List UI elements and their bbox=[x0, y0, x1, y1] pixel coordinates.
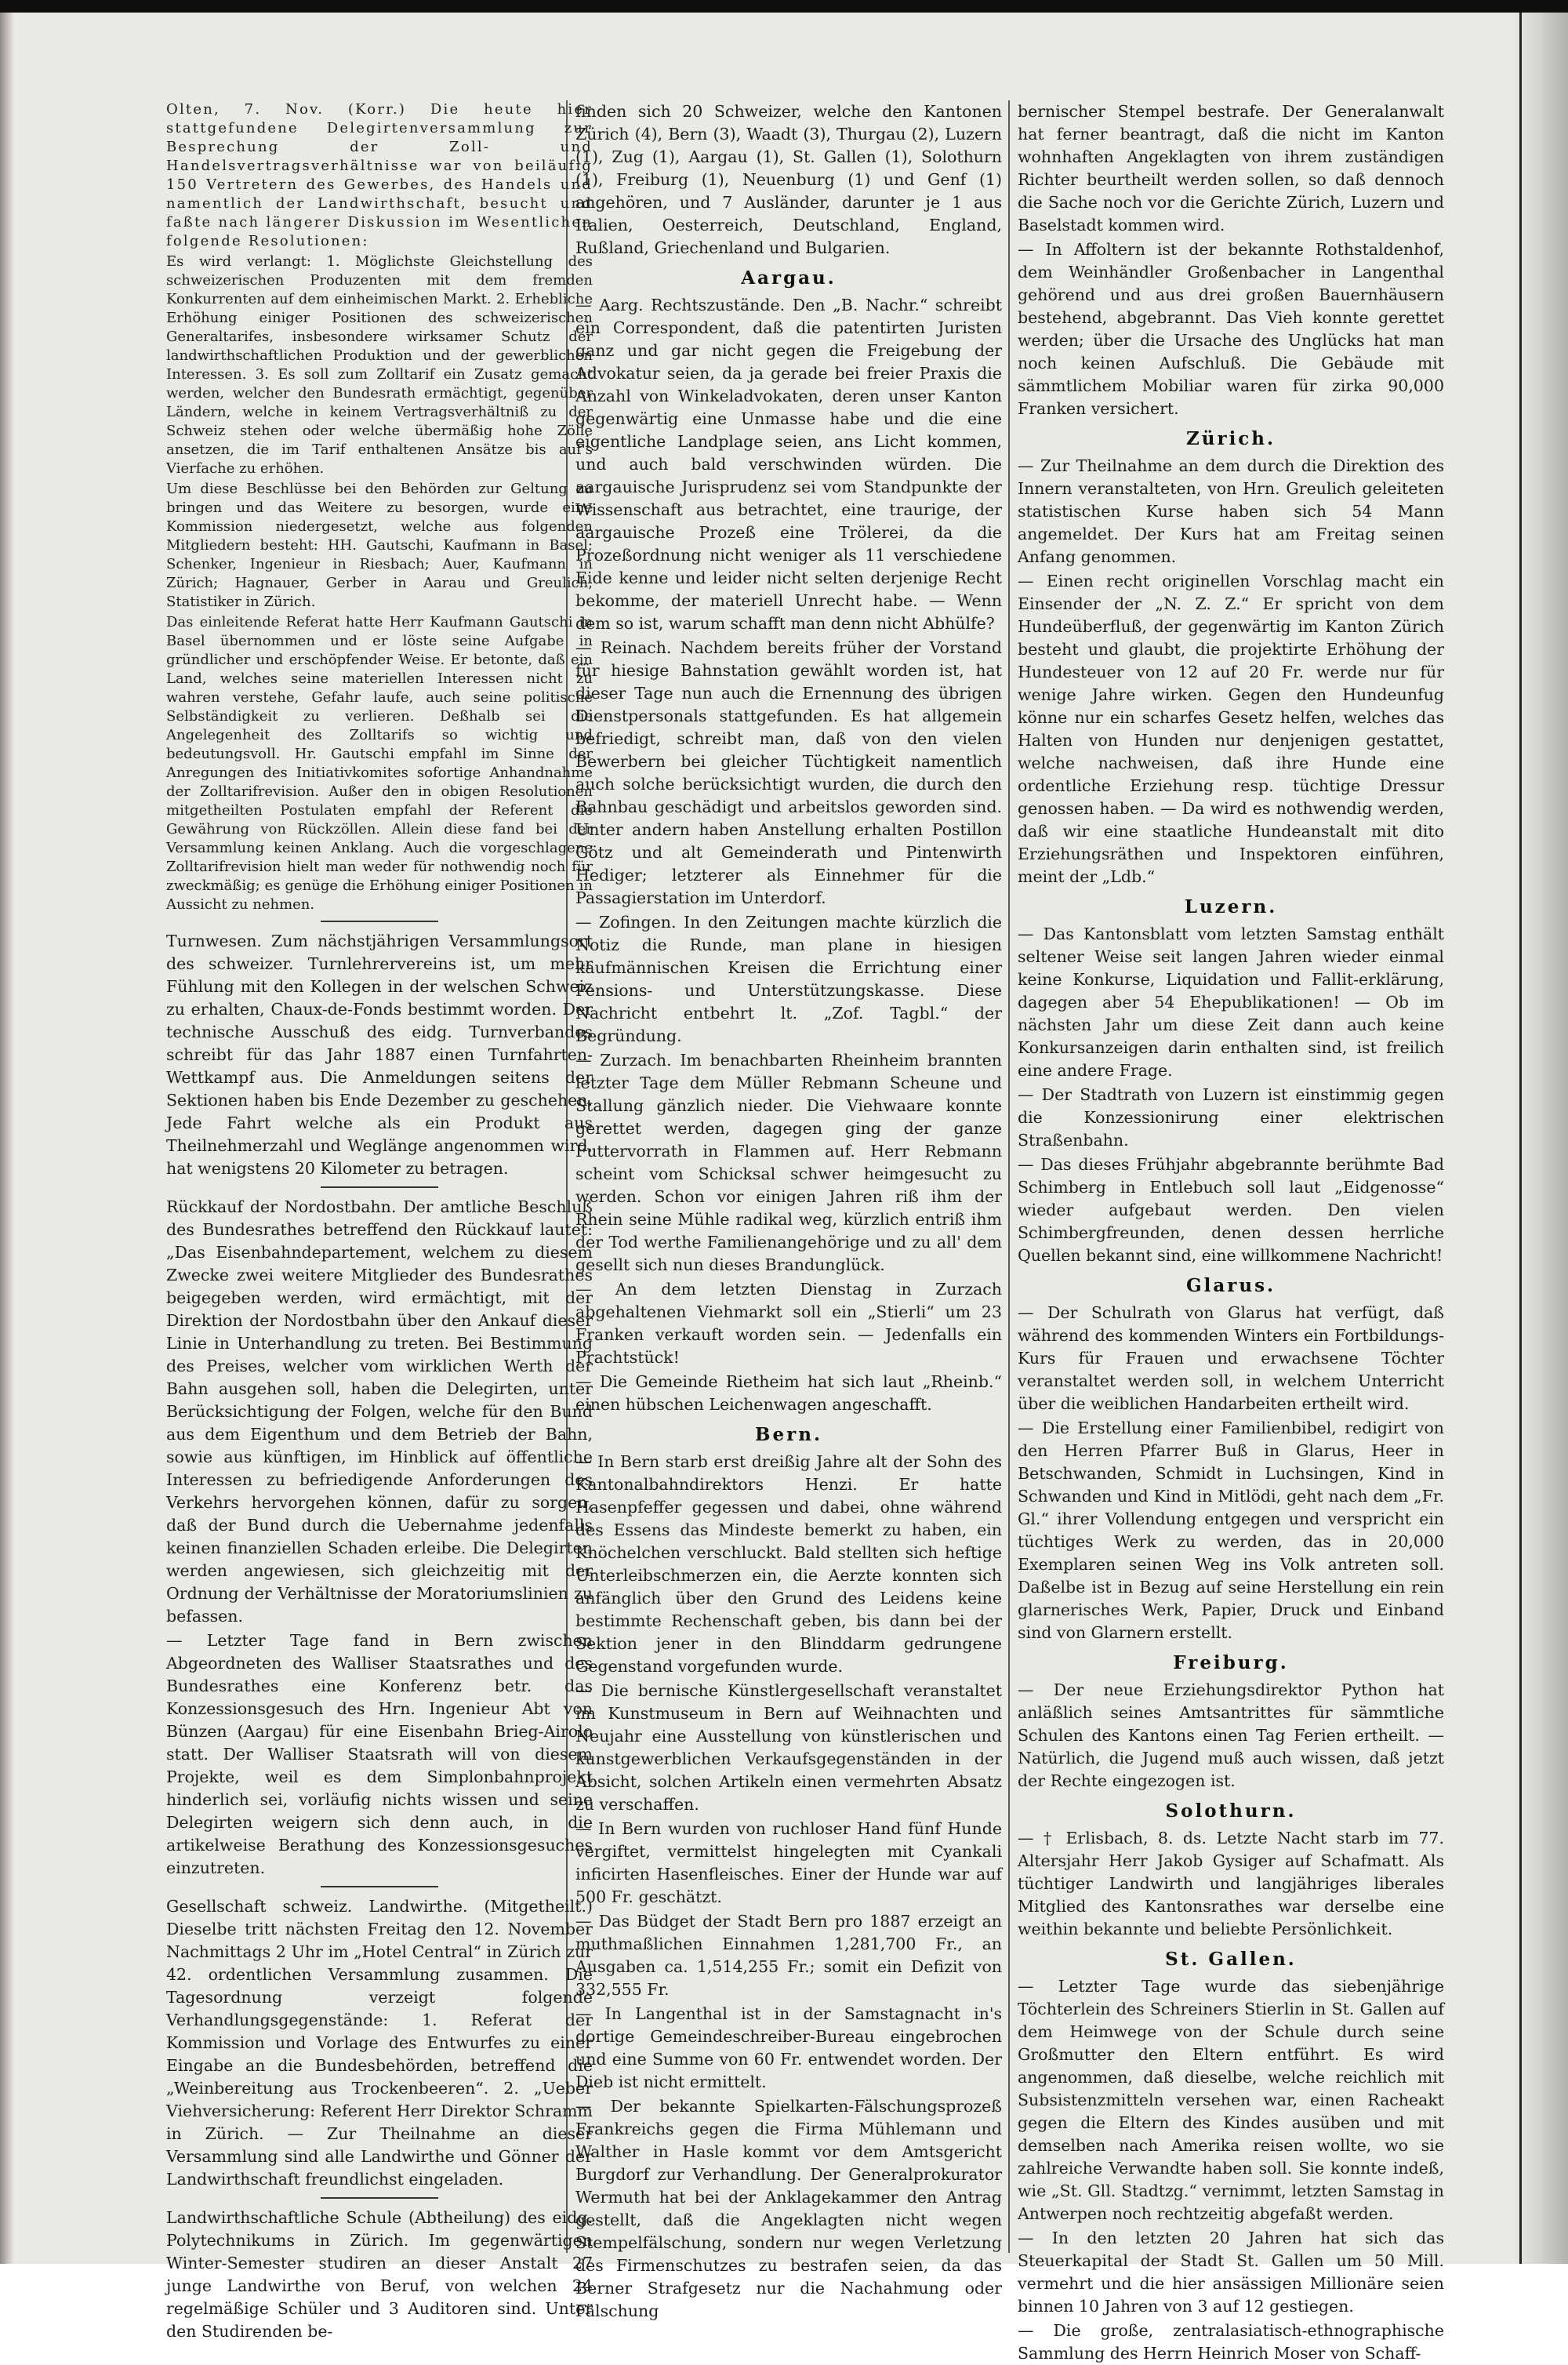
separator bbox=[321, 1886, 438, 1887]
article-buedget-bern: — Das Büdget der Stadt Bern pro 1887 erzeigt an muthmaßlichen Einnahmen 1,281,700 Fr., an Ausgaben ca. 1,514,255 Fr.; somit ein Defizit von 332,555 Fr. bbox=[575, 1912, 1002, 1999]
page-edge-rule bbox=[1519, 13, 1522, 2264]
section-heading-stgallen: St. Gallen. bbox=[1165, 1949, 1297, 1970]
article-commission: Um diese Beschlüsse bei den Behörden zur Geltung zu bringen und das Weitere zu besorgen, wurde eine Kommission niedergesetzt, welche aus folgenden Mitgliedern besteht: HH. Gautschi, Kaufmann in Basel; Schenker, Ingenieur in Riesbach; Auer, Kaufmann in Zürich; Hagnauer, Gerber in Aarau und Greulich, Statistiker in Zürich. bbox=[166, 481, 593, 610]
article-hunde-vergiftet: — In Bern wurden von ruchloser Hand fünf Hunde vergiftet, vermittelst hingelegten mit Cyankali inficirten Hasenfleisches. Einer der Hunde war auf 500 Fr. geschätzt. bbox=[575, 1819, 1002, 1906]
article-schulrath: — Der Schulrath von Glarus hat verfügt, daß während des kommenden Winters ein Fortbildungs-Kurs für Frauen und erwachsene Töchter veranstaltet werden soll, in welchem Unterricht über die weiblichen Handarbeiten ertheilt wird. bbox=[1018, 1303, 1444, 1413]
article-brieg-airolo: — Letzter Tage fand in Bern zwischen Abgeordneten des Walliser Staatsrathes und des Bundesrathes eine Konferenz betr. das Konzessionsgesuch des Hrn. Ingenieur Abt von Bünzen (Aargau) für eine Eisenbahn Brieg-Airolo statt. Der Walliser Staatsrath will von diesem Projekte, weil es dem Simplonbahnprojekt hinderlich sei, vorläufig nichts wissen und seine Delegirten weigern sich denn auch, in die artikelweise Berathung des Konzessionsgesuches einzutreten. bbox=[166, 1631, 593, 1877]
article-resolutions: Es wird verlangt: 1. Möglichste Gleichstellung des schweizerischen Produzenten mit dem fremden Konkurrenten auf dem einheimischen Markt. 2. Erhebliche Erhöhung einiger Positionen des schweizerischen Generaltarifes, insbesondere wirksamer Schutz der landwirthschaftlichen Produktion und der gewerblichen Interessen. 3. Es soll zum Zolltarif ein Zusatz gemacht werden, welcher den Bundesrath ermächtigt, gegenüber Ländern, welche in keinem Vertragsverhältniß zu der Schweiz stehen oder welche übermäßig hohe Zölle ansetzen, die im Tarif enthaltenen Ansätze bis auf's Vierfache zu erhöhen. bbox=[166, 253, 593, 477]
article-langenthal: — In Langenthal ist in der Samstagnacht in's dortige Gemeindeschreiber-Bureau eingebrochen und eine Summe von 60 Fr. entwendet worden. Der Dieb ist nicht ermittelt. bbox=[575, 2004, 1002, 2091]
article-spielkarten-cont: bernischer Stempel bestrafe. Der Generalanwalt hat ferner beantragt, daß die nicht im Kanton wohnhaften Angeklagten von ihrem zuständigen Richter beurtheilt werden sollen, so daß dennoch die Sache noch vor die Gerichte Zürich, Luzern und Baselstadt kommen wird. bbox=[1018, 102, 1444, 234]
separator bbox=[321, 2197, 438, 2199]
article-steuerkapital: — In den letzten 20 Jahren hat sich das Steuerkapital der Stadt St. Gallen um 50 Mill. vermehrt und die hier ansässigen Millionäre seien binnen 10 Jahren von 3 auf 12 gestiegen. bbox=[1018, 2229, 1444, 2316]
article-zurzach: — Zurzach. Im benachbarten Rheinheim brannten letzter Tage dem Müller Rebmann Scheune und Stallung gänzlich nieder. Die Viehwaare konnte gerettet werden, dagegen ging der ganze Futtervorrath in Flammen auf. Herr Rebmann scheint vom Schicksal schwer heimgesucht zu werden. Schon vor einigen Jahren riß ihm der Rhein seine Mühle radikal weg, kürzlich entriß ihm der Tod werthe Familienangehörige und zu all' dem gesellt sich nun dieses Brandunglück. bbox=[575, 1051, 1002, 1274]
article-statistik-kurs: — Zur Theilnahme an dem durch die Direktion des Innern veranstalteten, von Hrn. Greulich geleiteten statistischen Kurse haben sich 54 Mann angemeldet. Der Kurs hat am Freitag seinen Anfang genommen. bbox=[1018, 456, 1444, 566]
article-schimberg: — Das dieses Frühjahr abgebrannte berühmte Bad Schimberg in Entlebuch soll laut „Eidgenosse“ wieder aufgebaut werden. Den vielen Schimbergfreunden, denen dessen herrliche Quellen bekannt sind, eine willkommene Nachricht! bbox=[1018, 1155, 1444, 1265]
article-turnwesen: Turnwesen. Zum nächstjährigen Versammlungsort des schweizer. Turnlehrervereins ist, um mehr Fühlung mit den Kollegen in der welschen Schweiz zu erhalten, Chaux-de-Fonds bestimmt worden. Der technische Ausschuß des eidg. Turnverbandes schreibt für das Jahr 1887 einen Turnfahrten-Wettkampf aus. Die Anmeldungen seitens der Sektionen haben bis Ende Dezember zu geschehen. Jede Fahrt welche als ein Produkt aus Theilnehmerzahl und Weglänge angenommen wird, hat wenigstens 20 Kilometer zu betragen. bbox=[166, 932, 593, 1178]
article-kuenstlergesellschaft: — Die bernische Künstlergesellschaft veranstaltet im Kunstmuseum in Bern auf Weihnachten und Neujahr eine Ausstellung von künstlerischen und kunstgewerblichen Verkaufsgegenständen in der Absicht, solchen Artikeln einen vermehrten Absatz zu verschaffen. bbox=[575, 1681, 1002, 1814]
section-heading-freiburg: Freiburg. bbox=[1173, 1652, 1289, 1673]
article-moser-sammlung: — Die große, zentralasiatisch-ethnographische Sammlung des Herrn Heinrich Moser von Schaff- bbox=[1018, 2321, 1444, 2363]
column-1 bbox=[166, 100, 593, 2341]
section-heading-solothurn: Solothurn. bbox=[1165, 1800, 1297, 1822]
article-landwirthe: Gesellschaft schweiz. Landwirthe. (Mitgetheilt.) Dieselbe tritt nächsten Freitag den 12. November Nachmittags 2 Uhr im „Hotel Central“ in Zürich zur 42. ordentlichen Versammlung zusammen. Die Tagesordnung verzeigt folgende Verhandlungsgegenstände: 1. Referat der Kommission und Vorlage des Entwurfes zu einer Eingabe an die Bundesbehörden, betreffend die „Weinbereitung aus Trockenbeeren“. 2. „Ueber Viehversicherung: Referent Herr Direktor Schramm in Zürich. — Zur Theilnahme an dieser Versammlung sind alle Landwirthe und Gönner der Landwirthschaft freundlichst eingeladen. bbox=[166, 1897, 593, 2189]
article-rietheim: — Die Gemeinde Rietheim hat sich laut „Rheinb.“ einen hübschen Leichenwagen angeschafft. bbox=[575, 1372, 1002, 1414]
column-3 bbox=[1018, 100, 1444, 2363]
article-stierlin: — Letzter Tage wurde das siebenjährige Töchterlein des Schreiners Stierlin in St. Gallen auf dem Heimwege von der Schule durch seine Großmutter den Eltern entführt. Es wird angenommen, daß dieselbe, welche reichlich mit Subsistenzmitteln versehen war, einen Racheakt gegen die Eltern des Kindes ausüben und mit demselben nach Amerika reisen wollte, wo sie zahlreiche Verwandte haben soll. Sie konnte indeß, wie „St. Gll. Stadtzg.“ vernimmt, letzten Samstag in Antwerpen noch rechtzeitig abgefaßt werden. bbox=[1018, 1977, 1444, 2223]
article-spielkarten: — Der bekannte Spielkarten-Fälschungsprozeß Frankreichs gegen die Firma Mühlemann und Walther in Hasle kommt vor dem Amtsgericht Burgdorf zur Verhandlung. Der Generalprokurator Wermuth hat bei der Anklagekammer den Antrag gestellt, daß die Angeklagten nicht wegen Stempelfälschung, sondern nur wegen Verletzung des Firmenschutzes zu bestrafen seien, da das Berner Strafgesetz nur die Nachahmung oder Fälschung bbox=[575, 2097, 1002, 2320]
article-hundesteuer: — Einen recht originellen Vorschlag macht ein Einsender der „N. Z. Z.“ Er spricht von dem Hundeüberfluß, der gegenwärtig im Kanton Zürich besteht und glaubt, die projektirte Erhöhung der Hundesteuer von 12 auf 20 Fr. werde nur für wenige Jahre wirken. Gegen den Hundeunfug könne nur ein scharfes Gesetz helfen, welches das Halten von Hunden nur denjenigen gestattet, welche nachweisen, daß ihre Hunde eine ordentliche Erziehung resp. tüchtige Dressur genossen haben. — Da wird es nothwendig werden, daß wir eine staatliche Hundeanstalt mit dito Erziehungsräthen und Inspektoren einführen, meint der „Ldb.“ bbox=[1018, 572, 1444, 886]
section-heading-luzern: Luzern. bbox=[1184, 896, 1278, 917]
article-familienbibel: — Die Erstellung einer Familienbibel, redigirt von den Herren Pfarrer Buß in Glarus, Heer in Betschwanden, Schmidt in Luchsingen, Kind in Schwanden und Kind in Mitlödi, geht nach dem „Fr. Gl.“ ihrer Vollendung entgegen und verspricht ein tüchtiges Werk zu werden, das in 20,000 Exemplaren seinen Weg ins Volk antreten soll. Daßelbe ist in Bezug auf seine Herstellung ein rein glarnerisches Werk, Papier, Druck und Einband sind von Glarnern erstellt. bbox=[1018, 1419, 1444, 1642]
article-python: — Der neue Erziehungsdirektor Python hat anläßlich seines Amtsantrittes für sämmtliche Schulen des Kantons einen Tag Ferien ertheilt. — Natürlich, die Jugend muß auch wissen, daß jetzt der Rechte eingezogen ist. bbox=[1018, 1680, 1444, 1790]
article-henzi: — In Bern starb erst dreißig Jahre alt der Sohn des Kantonalbahndirektors Henzi. Er hatte Hasenpfeffer gegessen und dabei, ohne während des Essens das Mindeste bemerkt zu haben, ein Knöchelchen verschluckt. Bald stellten sich heftige Unterleibschmerzen ein, die Aerzte konnten sich anfänglich über den Grund des Leidens keine bestimmte Rechenschaft geben, bis dann bei der Sektion jener in den Blinddarm gedrungene Gegenstand vorgefunden wurde. bbox=[575, 1452, 1002, 1676]
article-reinach: — Reinach. Nachdem bereits früher der Vorstand für hiesige Bahnstation gewählt worden ist, hat dieser Tage nun auch die Ernennung des übrigen Dienstpersonals stattgefunden. Es hat allgemein befriedigt, schreibt man, daß von den vielen Bewerbern bei gleicher Tüchtigkeit namentlich auch solche berücksichtigt wurden, die durch den Bahnbau geschädigt und arbeitslos geworden sind. Unter andern haben Anstellung erhalten Postillon Götz und alt Gemeinderath und Pintenwirth Hediger; letzterer als Einnehmer für die Passagierstation im Unterdorf. bbox=[575, 638, 1002, 907]
article-polytechnikum: Landwirthschaftliche Schule (Abtheilung) des eidg. Polytechnikums in Zürich. Im gegenwärtigen Winter-Semester studiren an dieser Anstalt 27 junge Landwirthe von Beruf, von welchen 24 regelmäßige Schüler und 3 Auditoren sind. Unter den Studirenden be- bbox=[166, 2208, 593, 2341]
article-zofingen: — Zofingen. In den Zeitungen machte kürzlich die Notiz die Runde, man plane in hiesigen kaufmännischen Kreisen die Errichtung einer Pensions- und Unterstützungskasse. Diese Nachricht entbehrt lt. „Zof. Tagbl.“ der Begründung. bbox=[575, 913, 1002, 1045]
article-affoltern: — In Affoltern ist der bekannte Rothstaldenhof, dem Weinhändler Großenbacher in Langenthal gehörend und aus drei großen Bauernhäusern bestehend, abgebrannt. Das Vieh konnte gerettet werden; über die Ursache des Unglücks hat man noch keinen Aufschluß. Die Gebäude mit sämmtlichem Mobiliar waren für zirka 90,000 Franken versichert. bbox=[1018, 240, 1444, 418]
article-strassenbahn: — Der Stadtrath von Luzern ist einstimmig gegen die Konzessionirung einer elektrischen Straßenbahn. bbox=[1018, 1085, 1444, 1150]
section-heading-bern: Bern. bbox=[755, 1424, 822, 1445]
section-heading-zuerich: Zürich. bbox=[1185, 428, 1276, 449]
article-rechtszustaende: — Aarg. Rechtszustände. Den „B. Nachr.“ schreibt ein Correspondent, daß die patentirten Juristen ganz und gar nicht gegen die Freigebung der Advokatur seien, da ja gerade bei freier Praxis die Anzahl von Winkeladvokaten, deren unser Kanton gegenwärtig eine Unmasse habe und die eine eigentliche Landplage seien, ans Licht kommen, und auch bald verschwinden würden. Die aargauische Jurisprudenz sei vom Standpunkte der Wissenschaft aus betrachtet, eine traurige, der aargauische Prozeß eine Trölerei, da die Prozeßordnung nicht weniger als 11 verschiedene Eide kenne und leider nicht selten derjenige Recht bekomme, der materiell Unrecht habe. — Wenn dem so ist, warum schafft man denn nicht Abhülfe? bbox=[575, 296, 1002, 633]
separator bbox=[321, 921, 438, 922]
separator bbox=[321, 1186, 438, 1188]
section-heading-aargau: Aargau. bbox=[741, 267, 837, 289]
scan-top-border bbox=[0, 0, 1568, 13]
article-nordostbahn: Rückkauf der Nordostbahn. Der amtliche Beschluß des Bundesrathes betreffend den Rückkauf lautet: „Das Eisenbahndepartement, welchem zu diesem Zwecke zwei weitere Mitglieder des Bundesrathes beigegeben werden, wird ermächtigt, mit der Direktion der Nordostbahn über den Ankauf dieser Linie in Unterhandlung zu treten. Bei Bestimmung des Preises, welcher vom wirklichen Werth der Bahn ausgehen soll, haben die Delegirten, unter Berücksichtigung der Folgen, welche für den Bund aus dem Eigenthum und dem Betrieb der Bahn, sowie aus künftigen, im Hinblick auf öffentliche Interessen zu befriedigende Anforderungen des Verkehrs hervorgehen können, dafür zu sorgen, daß der Bund durch die Uebernahme jedenfalls keinen finanziellen Schaden erleibe. Die Delegirten werden angewiesen, sich gleichzeitig mit der Ordnung der Verhältnisse der Moratoriumslinien zu befassen. bbox=[166, 1197, 593, 1626]
section-heading-glarus: Glarus. bbox=[1185, 1275, 1276, 1296]
column-2 bbox=[575, 100, 1002, 2320]
article-viehmarkt: — An dem letzten Dienstag in Zurzach abgehaltenen Viehmarkt soll ein „Stierli“ um 23 Franken verkauft worden sein. — Jedenfalls ein Prachtstück! bbox=[575, 1280, 1002, 1367]
article-olten-delegates: Olten, 7. Nov. (Korr.) Die heute hier stattgefundene Delegirtenversammlung zur Besprechung der Zoll- und Handelsvertragsverhältnisse war von beiläufig 150 Vertretern des Gewerbes, des Handels und namentlich der Landwirthschaft, besucht und faßte nach längerer Diskussion im Wesentlichen folgende Resolutionen: bbox=[166, 101, 593, 249]
article-kantonsblatt: — Das Kantonsblatt vom letzten Samstag enthält seltener Weise seit langen Jahren wieder einmal keine Konkurse, Liquidation und Fallit-erklärung, dagegen aber 54 Ehepublikationen! — Ob im nächsten Jahr um diese Zeit dann auch keine Konkursanzeigen darin enthalten sind, ist freilich eine andere Frage. bbox=[1018, 925, 1444, 1080]
article-erlisbach: — † Erlisbach, 8. ds. Letzte Nacht starb im 77. Altersjahr Herr Jakob Gysiger auf Schafmatt. Als tüchtiger Landwirth und langjähriges liberales Mitglied des Kantonsrathes war derselbe eine weithin bekannte und beliebte Persönlichkeit. bbox=[1018, 1829, 1444, 1938]
scan-left-edge bbox=[0, 13, 14, 2264]
column-rule bbox=[1008, 100, 1010, 2253]
article-referat: Das einleitende Referat hatte Herr Kaufmann Gautschi in Basel übernommen und er löste seine Aufgabe in gründlicher und erschöpfender Weise. Er betonte, daß ein Land, welches seine materiellen Interessen nicht zu wahren verstehe, Gefahr laufe, auch seine politische Selbständigkeit zu verlieren. Deßhalb sei die Angelegenheit des Zolltarifs so wichtig und bedeutungsvoll. Hr. Gautschi empfahl im Sinne der Anregungen des Initiativkomites sofortige Anhandnahme der Zolltarifrevision. Außer den in obigen Resolutionen mitgetheilten Postulaten empfahl der Referent die Gewährung von Rückzöllen. Allein diese fand bei der Versammlung keinen Anklang. Auch die vorgeschlagene Zolltarifrevision hielt man weder für nothwendig noch für zweckmäßig; es genüge die Erhöhung einiger Positionen in Aussicht zu nehmen. bbox=[166, 614, 593, 913]
article-polytechnikum-cont: finden sich 20 Schweizer, welche den Kantonen Zürich (4), Bern (3), Waadt (3), Thurgau (2), Luzern (1), Zug (1), Aargau (1), St. Gallen (1), Solothurn (1), Freiburg (1), Neuenburg (1) und Genf (1) angehören, und 7 Ausländer, darunter je 1 aus Italien, Oesterreich, Deutschland, England, Rußland, Griechenland und Bulgarien. bbox=[575, 102, 1002, 257]
